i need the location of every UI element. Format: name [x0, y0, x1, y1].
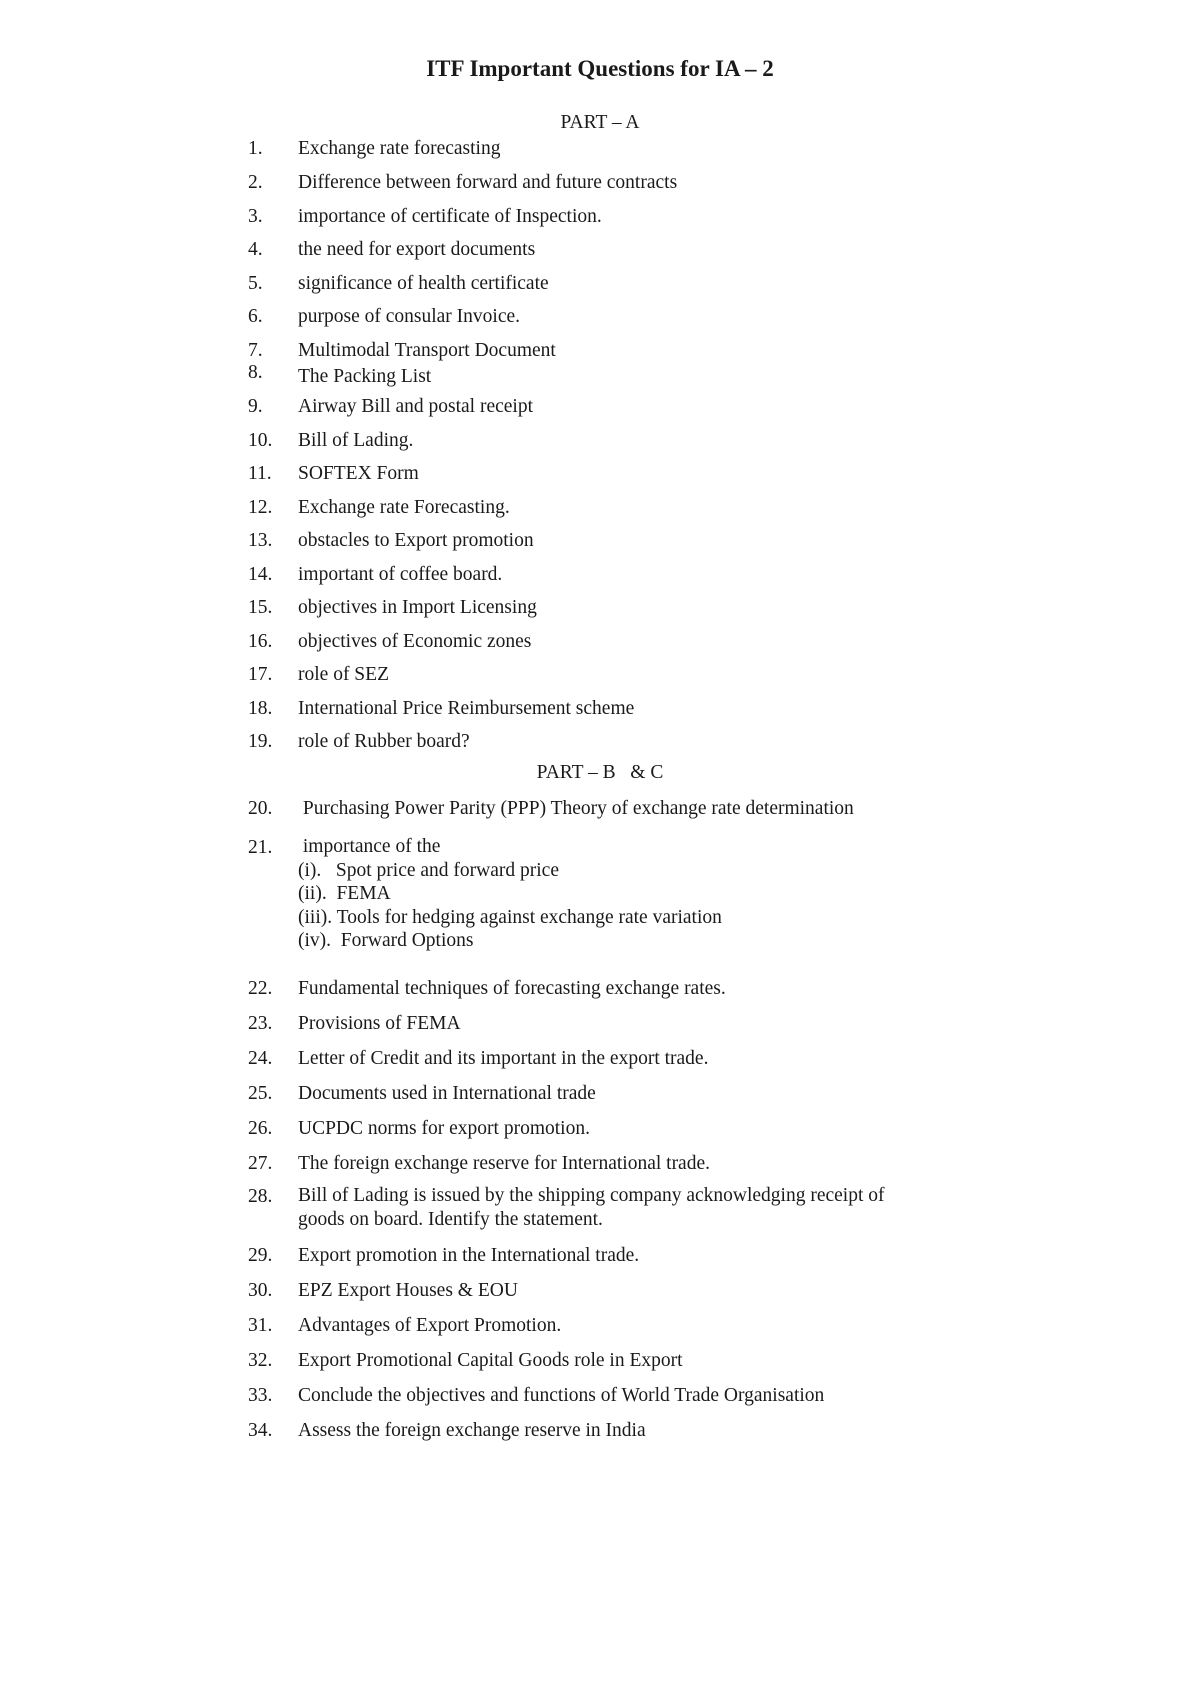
question-number: 24. [248, 1048, 273, 1069]
question-text: The foreign exchange reserve for International trade. [298, 1153, 710, 1174]
question-number: 6. [248, 306, 263, 327]
question-text: Letter of Credit and its important in the export trade. [298, 1048, 709, 1069]
question-text: purpose of consular Invoice. [298, 306, 521, 327]
question-text: Airway Bill and postal receipt [298, 396, 534, 417]
question-number: 29. [248, 1245, 273, 1266]
question-number: 7. [248, 340, 263, 361]
question-text: Exchange rate forecasting [298, 138, 501, 159]
sub-item: (iii). Tools for hedging against exchange rate variation [298, 906, 722, 928]
question-number: 34. [248, 1420, 273, 1441]
question-number: 22. [248, 978, 273, 999]
document-title: ITF Important Questions for IA – 2 [426, 56, 774, 81]
question-text: Multimodal Transport Document [298, 340, 556, 361]
question-number: 18. [248, 698, 273, 719]
question-text: Bill of Lading. [298, 430, 414, 451]
question-number: 20. [248, 798, 273, 819]
question-text: objectives of Economic zones [298, 631, 532, 652]
question-text: obstacles to Export promotion [298, 530, 534, 551]
question-number: 12. [248, 497, 273, 518]
question-text: important of coffee board. [298, 564, 503, 585]
question-text: Bill of Lading is issued by the shipping company acknowledging receipt of [298, 1185, 885, 1206]
question-number: 2. [248, 172, 263, 193]
question-number: 21. [248, 837, 273, 858]
sub-item: (i). Spot price and forward price [298, 859, 559, 881]
question-number: 8. [248, 362, 263, 383]
question-number: 23. [248, 1013, 273, 1034]
question-text: International Price Reimbursement scheme [298, 698, 635, 719]
question-number: 1. [248, 138, 263, 159]
question-number: 26. [248, 1118, 273, 1139]
question-number: 9. [248, 396, 263, 417]
question-number: 30. [248, 1280, 273, 1301]
question-text: Provisions of FEMA [298, 1013, 461, 1034]
question-number: 28. [248, 1186, 273, 1207]
question-text: significance of health certificate [298, 273, 549, 294]
question-text: Assess the foreign exchange reserve in India [298, 1420, 646, 1441]
part-bc-heading: PART – B & C [536, 762, 664, 783]
part-a-heading: PART – A [560, 112, 640, 133]
question-text: Exchange rate Forecasting. [298, 497, 510, 518]
question-text: Difference between forward and future contracts [298, 172, 678, 193]
question-text: role of SEZ [298, 664, 389, 685]
question-number: 16. [248, 631, 273, 652]
question-text: objectives in Import Licensing [298, 597, 537, 618]
question-text: role of Rubber board? [298, 731, 470, 752]
question-number: 25. [248, 1083, 273, 1104]
question-text: The Packing List [298, 366, 432, 387]
question-text: EPZ Export Houses & EOU [298, 1280, 518, 1301]
question-text: Fundamental techniques of forecasting exchange rates. [298, 978, 726, 999]
question-number: 33. [248, 1385, 273, 1406]
question-number: 5. [248, 273, 263, 294]
question-text: Advantages of Export Promotion. [298, 1315, 562, 1336]
question-text-block [298, 1184, 885, 1232]
question-text: importance of certificate of Inspection. [298, 206, 602, 227]
question-number: 15. [248, 597, 273, 618]
question-number: 19. [248, 731, 273, 752]
question-text: Export promotion in the International trade. [298, 1245, 640, 1266]
question-number: 4. [248, 239, 263, 260]
question-text: the need for export documents [298, 239, 536, 260]
question-text: Documents used in International trade [298, 1083, 596, 1104]
question-text: SOFTEX Form [298, 463, 419, 484]
question-text: Export Promotional Capital Goods role in Export [298, 1350, 683, 1371]
question-number: 17. [248, 664, 273, 685]
sub-item: (ii). FEMA [298, 883, 391, 904]
sub-item: (iv). Forward Options [298, 930, 474, 951]
question-number: 27. [248, 1153, 273, 1174]
question-number: 31. [248, 1315, 273, 1336]
question-text: Conclude the objectives and functions of World Trade Organisation [298, 1385, 825, 1406]
question-text-continuation: goods on board. Identify the statement. [298, 1209, 603, 1230]
question-number: 14. [248, 564, 273, 585]
question-number: 3. [248, 206, 263, 227]
question-text-block [298, 835, 722, 953]
question-number: 32. [248, 1350, 273, 1371]
question-text: importance of the [298, 836, 441, 857]
question-text: UCPDC norms for export promotion. [298, 1118, 590, 1139]
question-text: Purchasing Power Parity (PPP) Theory of exchange rate determination [298, 798, 854, 819]
question-number: 11. [248, 463, 272, 484]
question-number: 10. [248, 430, 273, 451]
question-number: 13. [248, 530, 273, 551]
